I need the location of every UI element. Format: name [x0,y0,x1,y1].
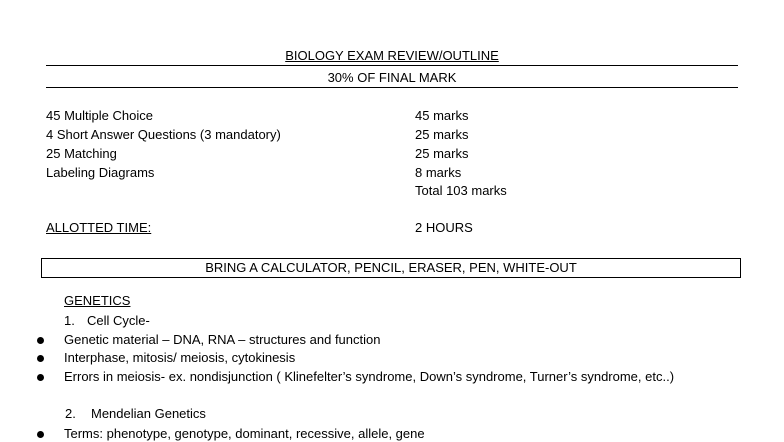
section-heading: GENETICS [64,293,131,308]
supplies-notice-box [41,258,741,278]
marks-total: Total 103 marks [415,183,507,198]
list-item: Errors in meiosis- ex. nondisjunction ( Klinefelter’s syndrome, Down’s syndrome, Turner’s syndrome, etc..) [64,369,675,384]
page-title: BIOLOGY EXAM REVIEW/OUTLINE [285,48,499,63]
subsection-number: 1. [64,313,75,328]
bullet-icon [37,431,44,438]
marks-item: Labeling Diagrams [46,165,155,180]
divider-bottom [46,87,738,88]
subsection-title: Cell Cycle- [87,313,150,328]
list-item: Terms: phenotype, genotype, dominant, recessive, allele, gene [64,426,425,441]
subsection-title: Mendelian Genetics [91,406,206,421]
marks-item: 25 Matching [46,146,117,161]
marks-value: 45 marks [415,108,469,123]
divider-top [46,65,738,66]
page-subtitle: 30% OF FINAL MARK [327,70,457,85]
supplies-notice-text: BRING A CALCULATOR, PENCIL, ERASER, PEN, WHITE-OUT [205,260,577,275]
allotted-time-value: 2 HOURS [415,220,473,235]
bullet-icon [37,337,44,344]
marks-value: 25 marks [415,146,469,161]
marks-value: 8 marks [415,165,462,180]
subsection-number: 2. [65,406,76,421]
allotted-time-label: ALLOTTED TIME: [46,220,152,235]
list-item: Genetic material – DNA, RNA – structures and function [64,332,381,347]
marks-value: 25 marks [415,127,469,142]
list-item: Interphase, mitosis/ meiosis, cytokinesis [64,350,296,365]
marks-item: 4 Short Answer Questions (3 mandatory) [46,127,281,142]
bullet-icon [37,374,44,381]
bullet-icon [37,355,44,362]
marks-item: 45 Multiple Choice [46,108,153,123]
